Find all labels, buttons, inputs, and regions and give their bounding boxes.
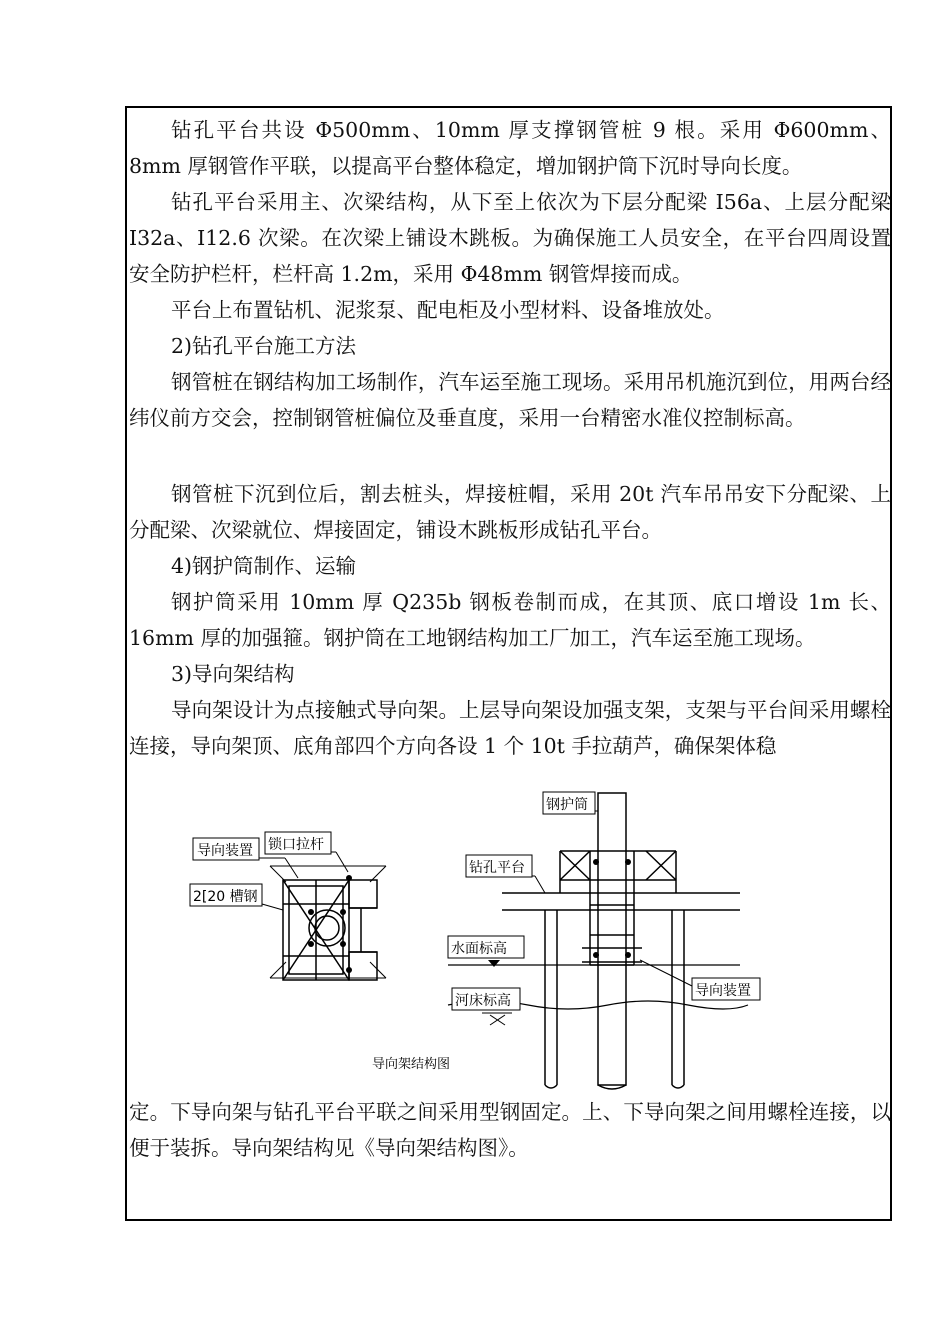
paragraph-pile-installation: 钢管桩在钢结构加工场制作，汽车运至施工现场。采用吊机施沉到位，用两台经纬仪前方交会，控制钢管桩偏位及垂直度，采用一台精密水准仪控制标高。: [129, 370, 891, 430]
label-casing: 钢护筒: [546, 797, 588, 813]
paragraph-guide-frame: 导向架设计为点接触式导向架。上层导向架设加强支架，支架与平台间采用螺栓连接，导向架顶、底角部四个方向各设 1 个 10t 手拉葫芦，确保架体稳: [129, 698, 891, 758]
label-riverbed: 河床标高: [455, 993, 511, 1009]
label-channel-steel: 2[20 槽钢: [193, 889, 258, 905]
label-lock-rod: 锁口拉杆: [268, 837, 324, 853]
paragraph-platform-layout: 平台上布置钻机、泥浆泵、配电柜及小型材料、设备堆放处。: [171, 298, 725, 322]
heading-platform-method: 2)钻孔平台施工方法: [171, 334, 357, 358]
paragraph-platform-piles: 钻孔平台共设 Φ500mm、10mm 厚支撑钢管桩 9 根。采用 Φ600mm、8mm 厚钢管作平联，以提高平台整体稳定，增加钢护筒下沉时导向长度。: [129, 118, 891, 178]
heading-guide-frame: 3)导向架结构: [171, 662, 295, 686]
paragraph-pile-cutting: 钢管桩下沉到位后，割去桩头，焊接桩帽，采用 20t 汽车吊吊安下分配梁、上分配梁、次梁就位、焊接固定，铺设木跳板形成钻孔平台。: [129, 482, 891, 542]
heading-casing-fabrication: 4)钢护筒制作、运输: [171, 554, 357, 578]
paragraph-platform-beams: 钻孔平台采用主、次梁结构，从下至上依次为下层分配梁 I56a、上层分配梁 I32a、I12.6 次梁。在次梁上铺设木跳板。为确保施工人员安全，在平台四周设置安全防护栏杆，栏杆高 1.2m，采用 Φ48mm 钢管焊接而成。: [129, 190, 891, 286]
label-guide-device-right: 导向装置: [695, 983, 751, 999]
label-platform: 钻孔平台: [469, 860, 525, 876]
label-water-level: 水面标高: [451, 941, 507, 957]
paragraph-casing-fabrication: 钢护筒采用 10mm 厚 Q235b 钢板卷制而成，在其顶、底口增设 1m 长、16mm 厚的加强箍。钢护筒在工地钢结构加工厂加工，汽车运至施工现场。: [129, 590, 891, 650]
paragraph-guide-frame-cont: 定。下导向架与钻孔平台平联之间采用型钢固定。上、下导向架之间用螺栓连接，以便于装拆。导向架结构见《导向架结构图》。: [129, 1100, 891, 1160]
label-guide-device-left: 导向装置: [197, 843, 253, 859]
figure-caption: 导向架结构图: [372, 1057, 451, 1072]
